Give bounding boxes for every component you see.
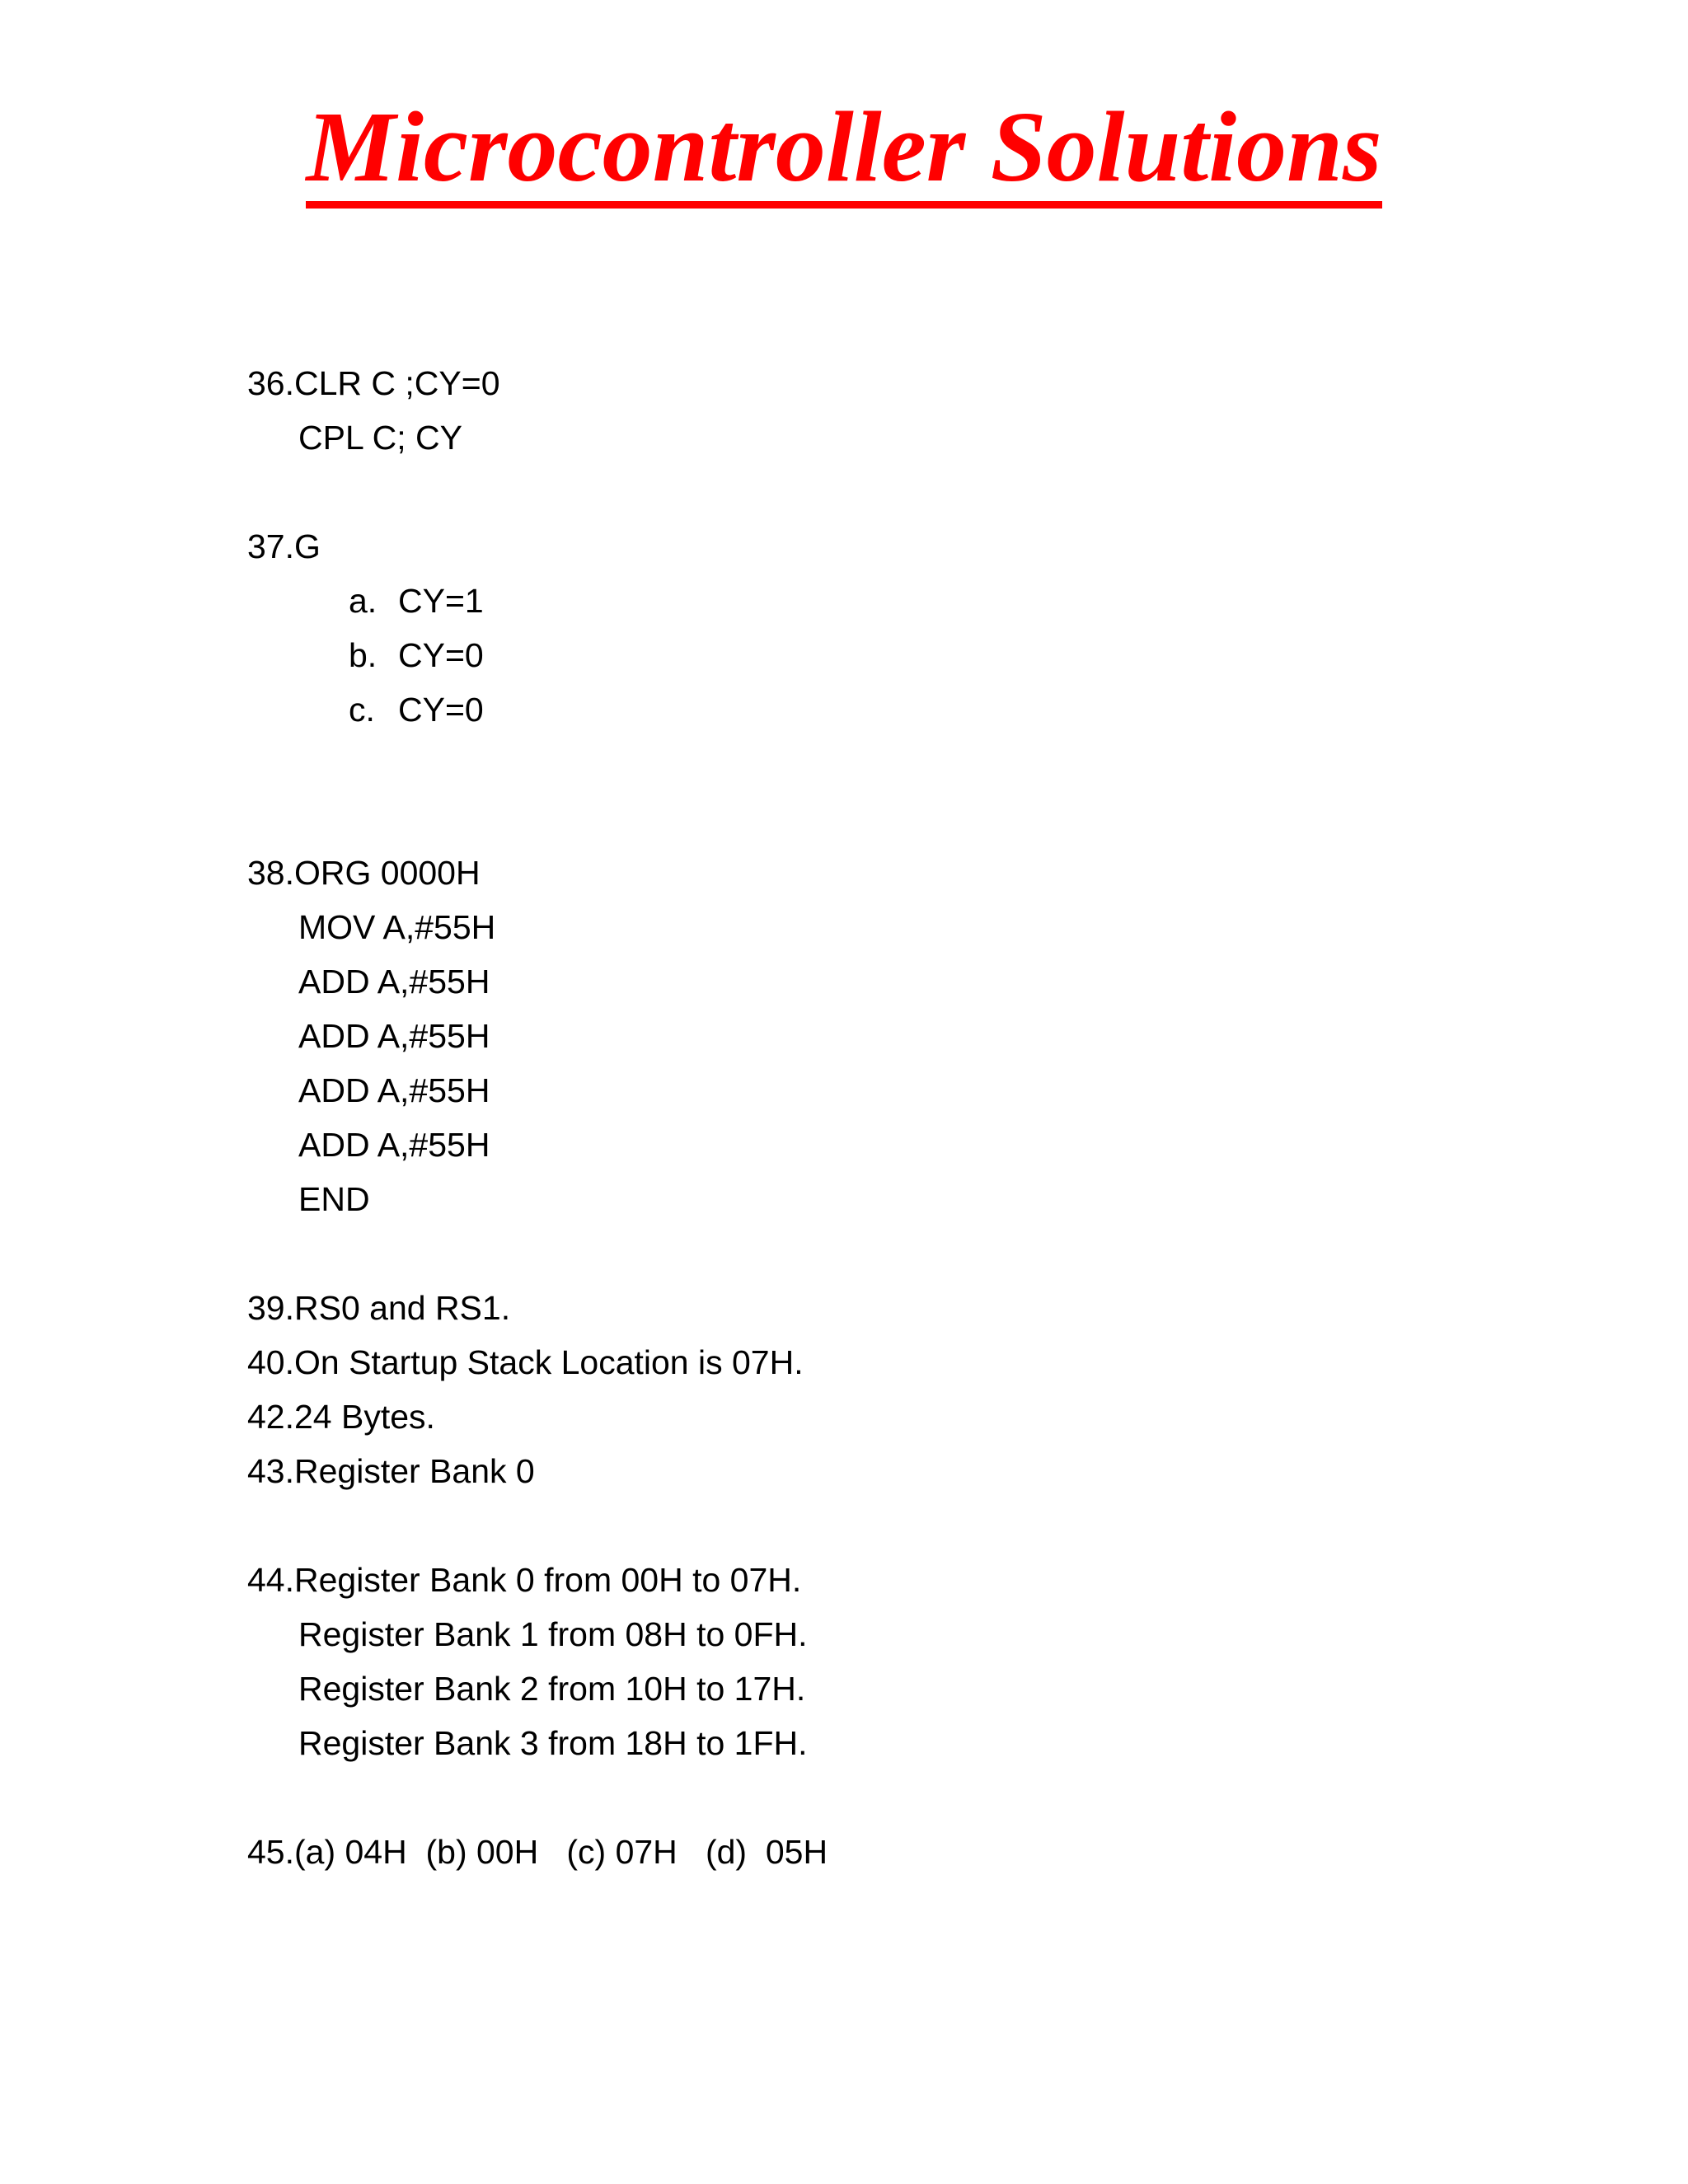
answer-38-line-3: ADD A,#55H xyxy=(298,963,490,1001)
answer-37-item-a xyxy=(247,574,1566,628)
answer-38-line-4: ADD A,#55H xyxy=(298,1017,490,1055)
answer-38-line-7: END xyxy=(298,1180,370,1218)
solutions-content xyxy=(247,356,1566,1879)
answer-45: 45.(a) 04H (b) 00H (c) 07H (d) 05H xyxy=(247,1833,828,1871)
list-marker: b. xyxy=(349,636,377,674)
answer-40: 40.On Startup Stack Location is 07H. xyxy=(247,1343,804,1381)
answer-38-line-2: MOV A,#55H xyxy=(298,908,496,946)
answer-44-line-1: 44.Register Bank 0 from 00H to 07H. xyxy=(247,1561,802,1599)
answer-42: 42.24 Bytes. xyxy=(247,1398,435,1436)
list-item-text: CY=0 xyxy=(398,691,484,729)
answer-38-line-5: ADD A,#55H xyxy=(298,1071,490,1109)
list-marker: a. xyxy=(349,582,377,620)
answer-38-line-1: 38.ORG 0000H xyxy=(247,854,481,892)
page-title xyxy=(0,91,1688,209)
answer-37-item-c xyxy=(247,682,1566,737)
answer-37-item-b xyxy=(247,628,1566,682)
answer-38-line-6: ADD A,#55H xyxy=(298,1126,490,1164)
answer-36-line-1: 36.CLR C ;CY=0 xyxy=(247,364,500,402)
answer-43: 43.Register Bank 0 xyxy=(247,1452,535,1490)
answer-39: 39.RS0 and RS1. xyxy=(247,1289,511,1327)
answer-44-line-4: Register Bank 3 from 18H to 1FH. xyxy=(298,1724,808,1762)
page-title-text: Microcontroller Solutions xyxy=(306,97,1381,209)
answer-36-line-2: CPL C; CY xyxy=(298,419,462,457)
answer-44-line-3: Register Bank 2 from 10H to 17H. xyxy=(298,1670,806,1708)
answer-44-line-2: Register Bank 1 from 08H to 0FH. xyxy=(298,1615,808,1653)
answer-37-heading: 37.G xyxy=(247,527,321,565)
list-marker: c. xyxy=(349,691,375,729)
list-item-text: CY=0 xyxy=(398,636,484,674)
list-item-text: CY=1 xyxy=(398,582,484,620)
